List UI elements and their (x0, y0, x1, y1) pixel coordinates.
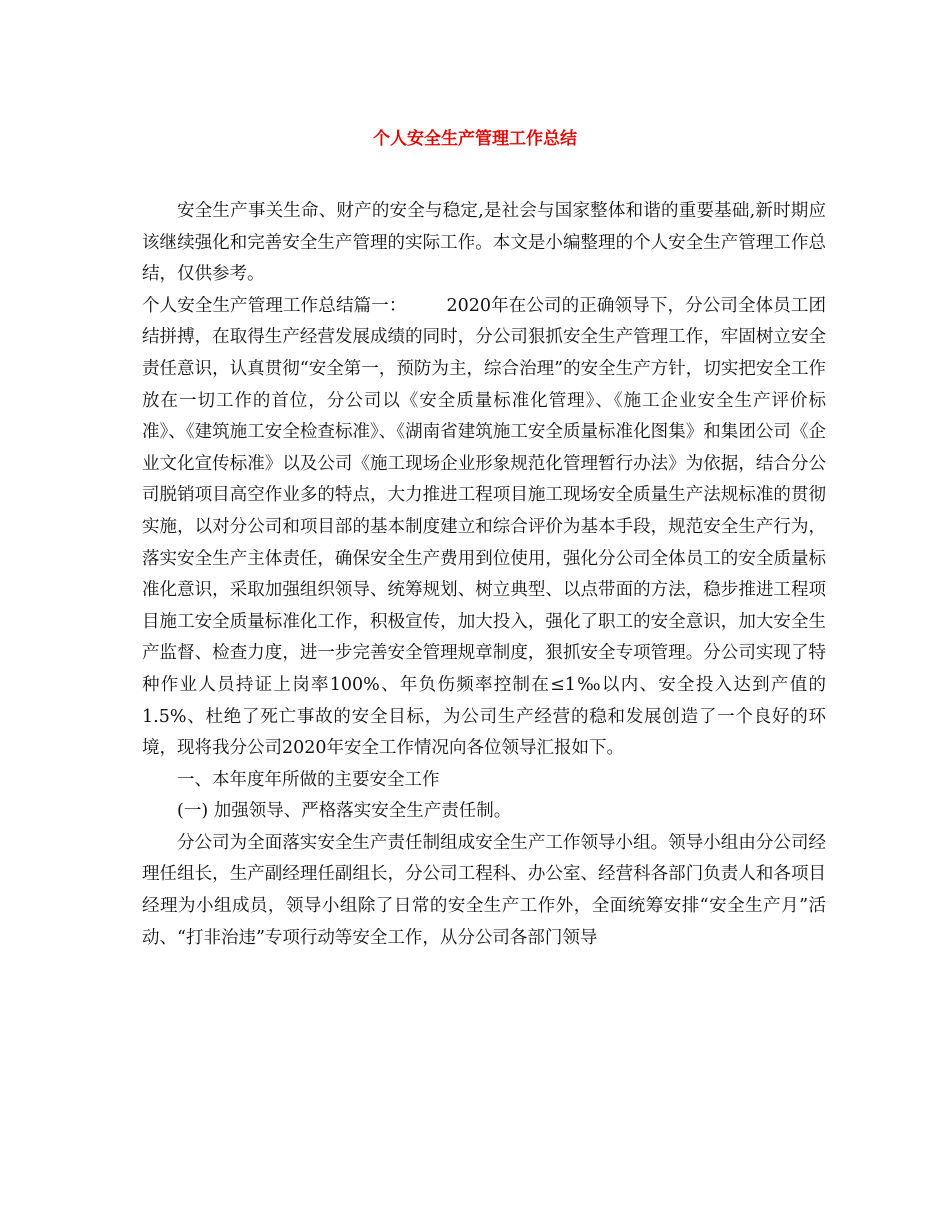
document-title: 个人安全生产管理工作总结 (373, 129, 577, 149)
part-body: 2020年在公司的正确领导下，分公司全体员工团结拼搏，在取得生产经营发展成绩的同时，分公司狠抓安全生产管理工作，牢固树立安全责任意识，认真贯彻“安全第一，预防为主，综合治理”的安全生产方针，切实把安全工作放在一切工作的首位，分公司以《安全质量标准化管理》、《施工企业安全生产评价标准》、《建筑施工安全检查标准》、《湖南省建筑施工安全质量标准化图集》和集团公司《企业文化宣传标准》以及公司《施工现场企业形象规范化管理暂行办法》为依据，结合分公司脱销项目高空作业多的特点，大力推进工程项目施工现场安全质量生产法规标准的贯彻实施，以对分公司和项目部的基本制度建立和综合评价为基本手段，规范安全生产行为，落实安全生产主体责任，确保安全生产费用到位使用，强化分公司全体员工的安全质量标准化意识，采取加强组织领导、统筹规划、树立典型、以点带面的方法，稳步推进工程项目施工安全质量标准化工作，积极宣传，加大投入，强化了职工的安全意识，加大安全生产监督、检查力度，进一步完善安全管理规章制度，狠抓安全专项管理。分公司实现了特种作业人员持证上岗率100%、年负伤频率控制在≤1‰以内、安全投入达到产值的1.5%、杜绝了死亡事故的安全目标，为公司生产经营的稳和发展创造了一个良好的环境，现将我分公司2020年安全工作情况向各位领导汇报如下。 (142, 295, 826, 759)
subsection-paragraph: 分公司为全面落实安全生产责任制组成安全生产工作领导小组。领导小组由分公司经理任组长，生产副经理任副组长，分公司工程科、办公室、经营科各部门负责人和各项目经理为小组成员，领导小组除了日常的安全生产工作外，全面统筹安排“安全生产月”活动、“打非治违”专项行动等安全工作，从分公司各部门领导 (142, 832, 826, 948)
intro-paragraph: 安全生产事关生命、财产的安全与稳定,是社会与国家整体和谐的重要基础,新时期应该继续强化和完善安全生产管理的实际工作。本文是小编整理的个人安全生产管理工作总结，仅供参考。 (142, 201, 826, 285)
part-one-paragraph (142, 291, 826, 765)
subsection-heading: (一) 加强领导、严格落实安全生产责任制。 (177, 801, 512, 822)
document-body (142, 196, 826, 954)
part-label: 个人安全生产管理工作总结篇一： (142, 295, 407, 316)
section-heading: 一、本年度年所做的主要安全工作 (177, 769, 440, 790)
